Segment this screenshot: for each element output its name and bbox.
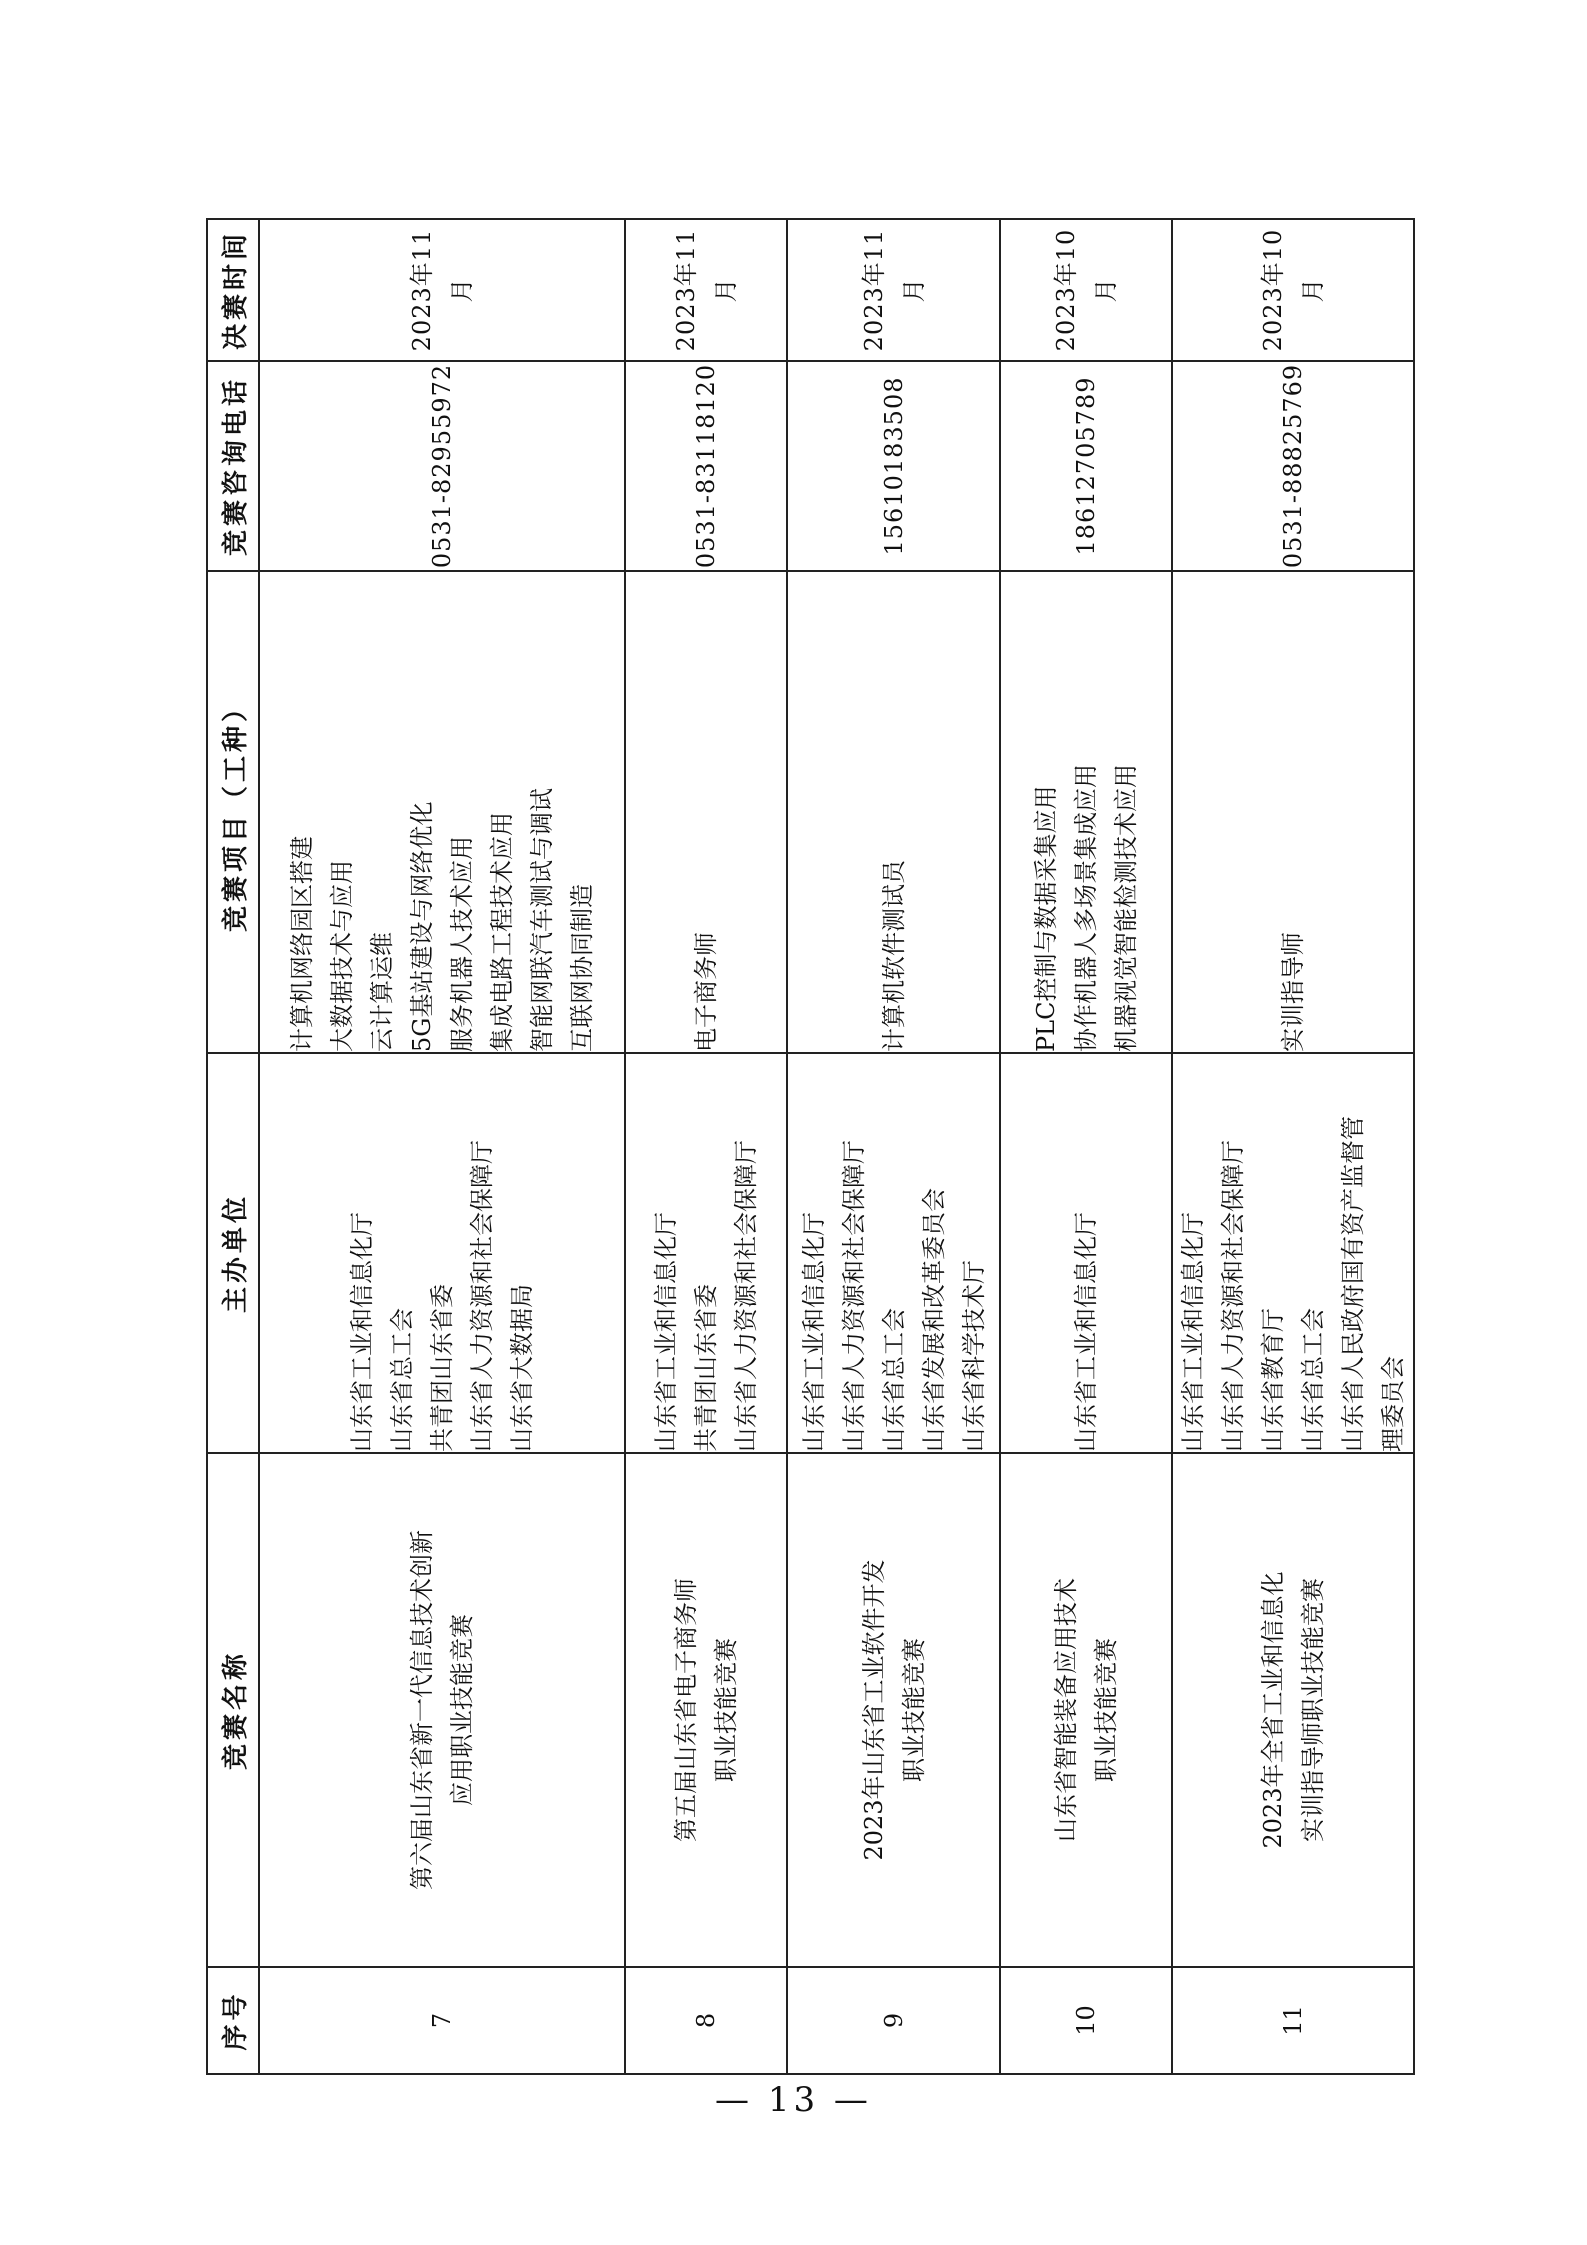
project-line: 大数据技术与应用 [328, 860, 356, 1052]
organizer-line: 山东省总工会 [1299, 1308, 1327, 1452]
page-number: — 13 — [715, 2080, 872, 2120]
cell-organizer [1000, 1053, 1172, 1453]
table-row [1172, 219, 1414, 2074]
organizer-line: 共青团山东省委 [428, 1284, 456, 1452]
organizer-line: 山东省总工会 [879, 1308, 908, 1452]
organizer-line: 山东省人力资源和社会保障厅 [468, 1140, 496, 1452]
organizer-line: 共青团山东省委 [692, 1284, 720, 1452]
header-serial-no: 序号 [207, 1967, 259, 2074]
cell-organizer [1172, 1053, 1414, 1453]
cell-phone: 0531-83118120 [625, 361, 787, 571]
cell-phone: 18612705789 [1000, 361, 1172, 571]
cell-organizer [787, 1053, 1000, 1453]
organizer-line: 山东省工业和信息化厅 [652, 1212, 680, 1452]
organizer-line: 山东省工业和信息化厅 [799, 1212, 828, 1452]
cell-competition-name [625, 1453, 787, 1967]
header-competition-name: 竞赛名称 [207, 1453, 259, 1967]
table-row [787, 219, 1000, 2074]
cell-final-time: 2023年11月 [259, 219, 625, 361]
header-project: 竞赛项目（工种） [207, 571, 259, 1053]
header-final-time: 决赛时间 [207, 219, 259, 361]
project-line: 电子商务师 [692, 932, 720, 1052]
cell-phone: 0531-88825769 [1172, 361, 1414, 571]
name-line: 2023年全省工业和信息化 [1259, 1571, 1287, 1849]
cell-project [259, 571, 625, 1053]
cell-project [625, 571, 787, 1053]
competition-table [206, 218, 1415, 2075]
name-line: 职业技能竞赛 [712, 1638, 740, 1782]
header-phone: 竞赛咨询电话 [207, 361, 259, 571]
organizer-line: 山东省工业和信息化厅 [348, 1212, 376, 1452]
name-line: 职业技能竞赛 [899, 1638, 928, 1782]
organizer-line: 山东省人民政府国有资产监督管 [1339, 1116, 1367, 1452]
cell-project [1172, 571, 1414, 1053]
cell-phone: 0531-82955972 [259, 361, 625, 571]
cell-serial-no: 8 [625, 1967, 787, 2074]
rotated-table-wrapper [206, 220, 1407, 2075]
project-line: 云计算运维 [368, 932, 396, 1052]
name-line: 第五届山东省电子商务师 [672, 1578, 700, 1842]
project-line: 集成电路工程技术应用 [488, 812, 516, 1052]
cell-project [787, 571, 1000, 1053]
project-line: 5G基站建设与网络优化 [408, 801, 436, 1052]
name-line: 第六届山东省新一代信息技术创新 [408, 1530, 436, 1890]
project-line: 服务机器人技术应用 [448, 836, 476, 1052]
project-line: 计算机网络园区搭建 [288, 836, 316, 1052]
cell-competition-name [787, 1453, 1000, 1967]
cell-competition-name [1172, 1453, 1414, 1967]
organizer-line: 山东省人力资源和社会保障厅 [839, 1140, 868, 1452]
organizer-line: 山东省科学技术厅 [959, 1260, 988, 1452]
project-line: 实训指导师 [1279, 932, 1307, 1052]
organizer-line: 理委员会 [1379, 1356, 1407, 1452]
table-row [625, 219, 787, 2074]
organizer-line: 山东省大数据局 [508, 1284, 536, 1452]
organizer-line: 山东省工业和信息化厅 [1179, 1212, 1207, 1452]
name-line: 实训指导师职业技能竞赛 [1299, 1578, 1327, 1842]
cell-final-time: 2023年10月 [1172, 219, 1414, 361]
cell-competition-name [259, 1453, 625, 1967]
project-line: 智能网联汽车测试与调试 [528, 788, 556, 1052]
table-row [259, 219, 625, 2074]
organizer-line: 山东省总工会 [388, 1308, 416, 1452]
cell-serial-no: 11 [1172, 1967, 1414, 2074]
organizer-line: 山东省人力资源和社会保障厅 [732, 1140, 760, 1452]
organizer-line: 山东省发展和改革委员会 [919, 1188, 948, 1452]
cell-final-time: 2023年10月 [1000, 219, 1172, 361]
cell-phone: 15610183508 [787, 361, 1000, 571]
organizer-line: 山东省工业和信息化厅 [1072, 1212, 1100, 1452]
organizer-line: 山东省教育厅 [1259, 1308, 1287, 1452]
project-line: 机器视觉智能检测技术应用 [1112, 764, 1140, 1052]
organizer-line: 山东省人力资源和社会保障厅 [1219, 1140, 1247, 1452]
project-line: 互联网协同制造 [568, 884, 596, 1052]
name-line: 山东省智能装备应用技术 [1052, 1578, 1080, 1842]
project-line: PLC控制与数据采集应用 [1032, 785, 1060, 1052]
cell-project [1000, 571, 1172, 1053]
cell-serial-no: 10 [1000, 1967, 1172, 2074]
cell-serial-no: 7 [259, 1967, 625, 2074]
table-row [1000, 219, 1172, 2074]
cell-final-time: 2023年11月 [625, 219, 787, 361]
cell-final-time: 2023年11月 [787, 219, 1000, 361]
name-line: 职业技能竞赛 [1092, 1638, 1120, 1782]
cell-organizer [625, 1053, 787, 1453]
header-organizer: 主办单位 [207, 1053, 259, 1453]
project-line: 计算机软件测试员 [879, 860, 908, 1052]
table-header-row [207, 219, 259, 2074]
cell-serial-no: 9 [787, 1967, 1000, 2074]
cell-competition-name [1000, 1453, 1172, 1967]
name-line: 应用职业技能竞赛 [448, 1614, 476, 1806]
project-line: 协作机器人多场景集成应用 [1072, 764, 1100, 1052]
name-line: 2023年山东省工业软件开发 [859, 1559, 888, 1861]
cell-organizer [259, 1053, 625, 1453]
